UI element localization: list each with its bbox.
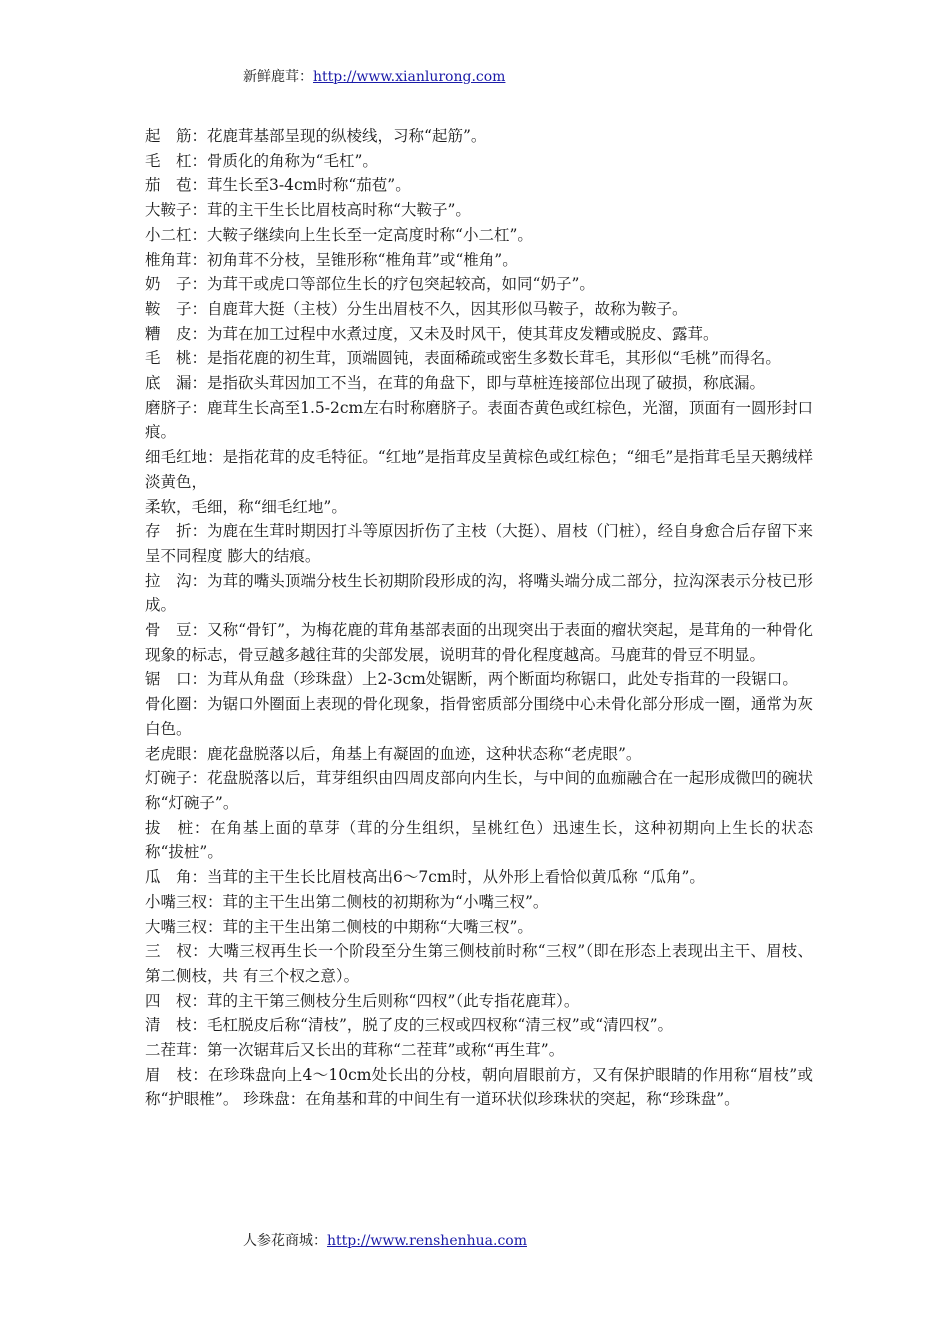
glossary-entry bbox=[145, 1063, 813, 1112]
entry-term: 毛 桃： bbox=[145, 349, 208, 368]
page-header bbox=[243, 68, 505, 86]
footer-link[interactable]: http://www.renshenhua.com bbox=[327, 1233, 527, 1249]
entry-definition: 又称“骨钉”，为梅花鹿的茸角基部表面的出现突出于表面的瘤状突起，是茸角的一种骨化现象的标志，骨豆越多越往茸的尖部发展，说明茸的骨化程度越高。马鹿茸的骨豆不明显。 bbox=[145, 621, 813, 664]
glossary-entry bbox=[145, 371, 813, 396]
glossary-entry bbox=[145, 223, 813, 248]
entry-definition: 为茸在加工过程中水煮过度，又未及时风干，使其茸皮发糟或脱皮、露茸。 bbox=[207, 324, 719, 343]
entry-continuation: 柔软，毛细，称“细毛红地”。 bbox=[145, 497, 347, 516]
entry-definition: 为茸从角盘（珍珠盘）上2-3cm处锯断，两个断面均称锯口，此处专指茸的一段锯口。 bbox=[207, 670, 798, 689]
glossary-entry bbox=[145, 322, 813, 347]
glossary-entry bbox=[145, 519, 813, 568]
glossary-entry bbox=[145, 272, 813, 297]
entry-definition: 当茸的主干生长比眉枝高出6～7cm时，从外形上看恰似黄瓜称 “瓜角”。 bbox=[207, 868, 705, 887]
entry-definition: 毛杠脱皮后称“清枝”，脱了皮的三杈或四杈称“清三杈”或“清四杈”。 bbox=[207, 1016, 674, 1035]
glossary-entry bbox=[145, 297, 813, 322]
entry-term: 锯 口： bbox=[145, 670, 208, 689]
entry-term: 三 杈： bbox=[145, 942, 208, 961]
glossary-entry bbox=[145, 396, 813, 445]
entry-term: 起 筋： bbox=[145, 127, 208, 145]
glossary-entry bbox=[145, 667, 813, 692]
entry-definition: 鹿花盘脱落以后，角基上有凝固的血迹，这种状态称“老虎眼”。 bbox=[207, 744, 642, 763]
entry-definition: 是指花茸的皮毛特征。“红地”是指茸皮呈黄棕色或红棕色；“细毛”是指茸毛呈天鹅绒样淡黄色， bbox=[145, 448, 813, 491]
glossary-entry bbox=[145, 1038, 813, 1063]
header-link[interactable]: http://www.xianlurong.com bbox=[313, 69, 506, 85]
entry-term: 大鞍子： bbox=[145, 201, 208, 220]
entry-definition: 花盘脱落以后，茸芽组织由四周皮部向内生长，与中间的血痂融合在一起形成微凹的碗状称“灯碗子”。 bbox=[145, 769, 813, 812]
entry-definition: 茸的主干生长比眉枝高时称“大鞍子”。 bbox=[207, 201, 471, 220]
glossary-entry bbox=[145, 248, 813, 273]
entry-term: 小二杠： bbox=[145, 225, 208, 244]
glossary-entry bbox=[145, 989, 813, 1014]
entry-term: 老虎眼： bbox=[145, 744, 208, 763]
entry-term: 骨 豆： bbox=[145, 621, 208, 640]
glossary-entry bbox=[145, 173, 813, 198]
footer-label: 人参花商城： bbox=[243, 1233, 327, 1249]
glossary-entry bbox=[145, 149, 813, 174]
glossary-entry bbox=[145, 915, 813, 940]
entry-definition: 为鹿在生茸时期因打斗等原因折伤了主枝（大挺）、眉枝（门桩），经自身愈合后存留下来呈不同程度 膨大的结痕。 bbox=[145, 522, 813, 565]
glossary-entry bbox=[145, 569, 813, 618]
header-label: 新鲜鹿茸： bbox=[243, 69, 313, 85]
entry-definition: 花鹿茸基部呈现的纵棱线，习称“起筋”。 bbox=[207, 127, 487, 145]
entry-definition: 大嘴三杈再生长一个阶段至分生第三侧枝前时称“三杈”（即在形态上表现出主干、眉枝、第二侧枝，共 有三个杈之意）。 bbox=[145, 942, 813, 985]
entry-definition: 是指砍头茸因加工不当，在茸的角盘下，即与草桩连接部位出现了破损，称底漏。 bbox=[207, 374, 766, 393]
glossary-entry-continuation bbox=[145, 495, 813, 520]
entry-term: 茄 苞： bbox=[145, 176, 208, 195]
entry-definition: 茸的主干第三侧枝分生后则称“四杈”（此专指花鹿茸）。 bbox=[207, 991, 580, 1010]
glossary-entry bbox=[145, 198, 813, 223]
entry-definition: 骨质化的角称为“毛杠”。 bbox=[207, 151, 378, 170]
entry-definition: 在角基上面的草芽（茸的分生组织，呈桃红色）迅速生长，这种初期向上生长的状态称“拔桩”。 bbox=[145, 818, 813, 862]
entry-definition: 大鞍子继续向上生长至一定高度时称“小二杠”。 bbox=[207, 225, 533, 244]
entry-term: 糟 皮： bbox=[145, 324, 208, 343]
entry-term: 眉 枝： bbox=[145, 1065, 208, 1084]
glossary-entry bbox=[145, 890, 813, 915]
entry-term: 奶 子： bbox=[145, 275, 208, 294]
glossary-entry bbox=[145, 346, 813, 371]
glossary-body bbox=[145, 124, 813, 1112]
entry-term: 拔 桩： bbox=[145, 818, 211, 837]
entry-term: 灯碗子： bbox=[145, 769, 208, 788]
glossary-entry bbox=[145, 742, 813, 767]
entry-definition: 自鹿茸大挺（主枝）分生出眉枝不久，因其形似马鞍子，故称为鞍子。 bbox=[207, 299, 688, 318]
entry-term: 椎角茸： bbox=[145, 250, 208, 269]
entry-definition: 茸的主干生出第二侧枝的中期称“大嘴三杈”。 bbox=[222, 917, 533, 936]
entry-term: 骨化圈： bbox=[145, 695, 208, 714]
page-footer bbox=[243, 1232, 527, 1250]
entry-definition: 是指花鹿的初生茸，顶端圆钝，表面稀疏或密生多数长茸毛，其形似“毛桃”而得名。 bbox=[207, 349, 781, 368]
entry-definition: 鹿茸生长高至1.5-2cm左右时称磨脐子。表面杏黄色或红棕色，光溜，顶面有一圆形封口痕。 bbox=[145, 398, 813, 442]
entry-term: 大嘴三杈： bbox=[145, 917, 223, 936]
entry-definition: 初角茸不分枝，呈锥形称“椎角茸”或“椎角”。 bbox=[207, 250, 518, 269]
entry-term: 底 漏： bbox=[145, 374, 208, 393]
entry-term: 清 枝： bbox=[145, 1016, 208, 1035]
entry-term: 毛 杠： bbox=[145, 151, 208, 170]
entry-term: 鞍 子： bbox=[145, 299, 208, 318]
entry-term: 细毛红地： bbox=[145, 448, 223, 467]
entry-term: 存 折： bbox=[145, 522, 208, 541]
entry-definition: 为锯口外圈面上表现的骨化现象，指骨密质部分围绕中心未骨化部分形成一圈，通常为灰白色。 bbox=[145, 695, 813, 738]
entry-definition: 第一次锯茸后又长出的茸称“二茬茸”或称“再生茸”。 bbox=[207, 1041, 565, 1060]
entry-term: 二茬茸： bbox=[145, 1041, 208, 1060]
entry-definition: 茸的主干生出第二侧枝的初期称为“小嘴三杈”。 bbox=[222, 892, 549, 911]
entry-term: 拉 沟： bbox=[145, 571, 208, 590]
entry-term: 磨脐子： bbox=[145, 398, 208, 417]
glossary-entry bbox=[145, 816, 813, 865]
glossary-entry bbox=[145, 1013, 813, 1038]
entry-term: 瓜 角： bbox=[145, 868, 208, 887]
entry-definition: 为茸干或虎口等部位生长的疗包突起较高，如同“奶子”。 bbox=[207, 275, 595, 294]
glossary-entry bbox=[145, 124, 813, 149]
glossary-entry bbox=[145, 692, 813, 741]
glossary-entry bbox=[145, 618, 813, 667]
entry-definition: 为茸的嘴头顶端分枝生长初期阶段形成的沟，将嘴头端分成二部分，拉沟深表示分枝已形成。 bbox=[145, 571, 813, 615]
entry-definition: 茸生长至3-4cm时称“茄苞”。 bbox=[207, 176, 411, 195]
entry-term: 四 杈： bbox=[145, 991, 208, 1010]
glossary-entry bbox=[145, 445, 813, 494]
entry-term: 小嘴三杈： bbox=[145, 892, 223, 911]
glossary-entry bbox=[145, 865, 813, 890]
entry-definition: 在珍珠盘向上4～10cm处长出的分枝，朝向眉眼前方，又有保护眼睛的作用称“眉枝”或称“护眼椎”。 珍珠盘：在角基和茸的中间生有一道环状似珍珠状的突起，称“珍珠盘”。 bbox=[145, 1065, 813, 1109]
glossary-entry bbox=[145, 766, 813, 815]
glossary-entry bbox=[145, 939, 813, 988]
